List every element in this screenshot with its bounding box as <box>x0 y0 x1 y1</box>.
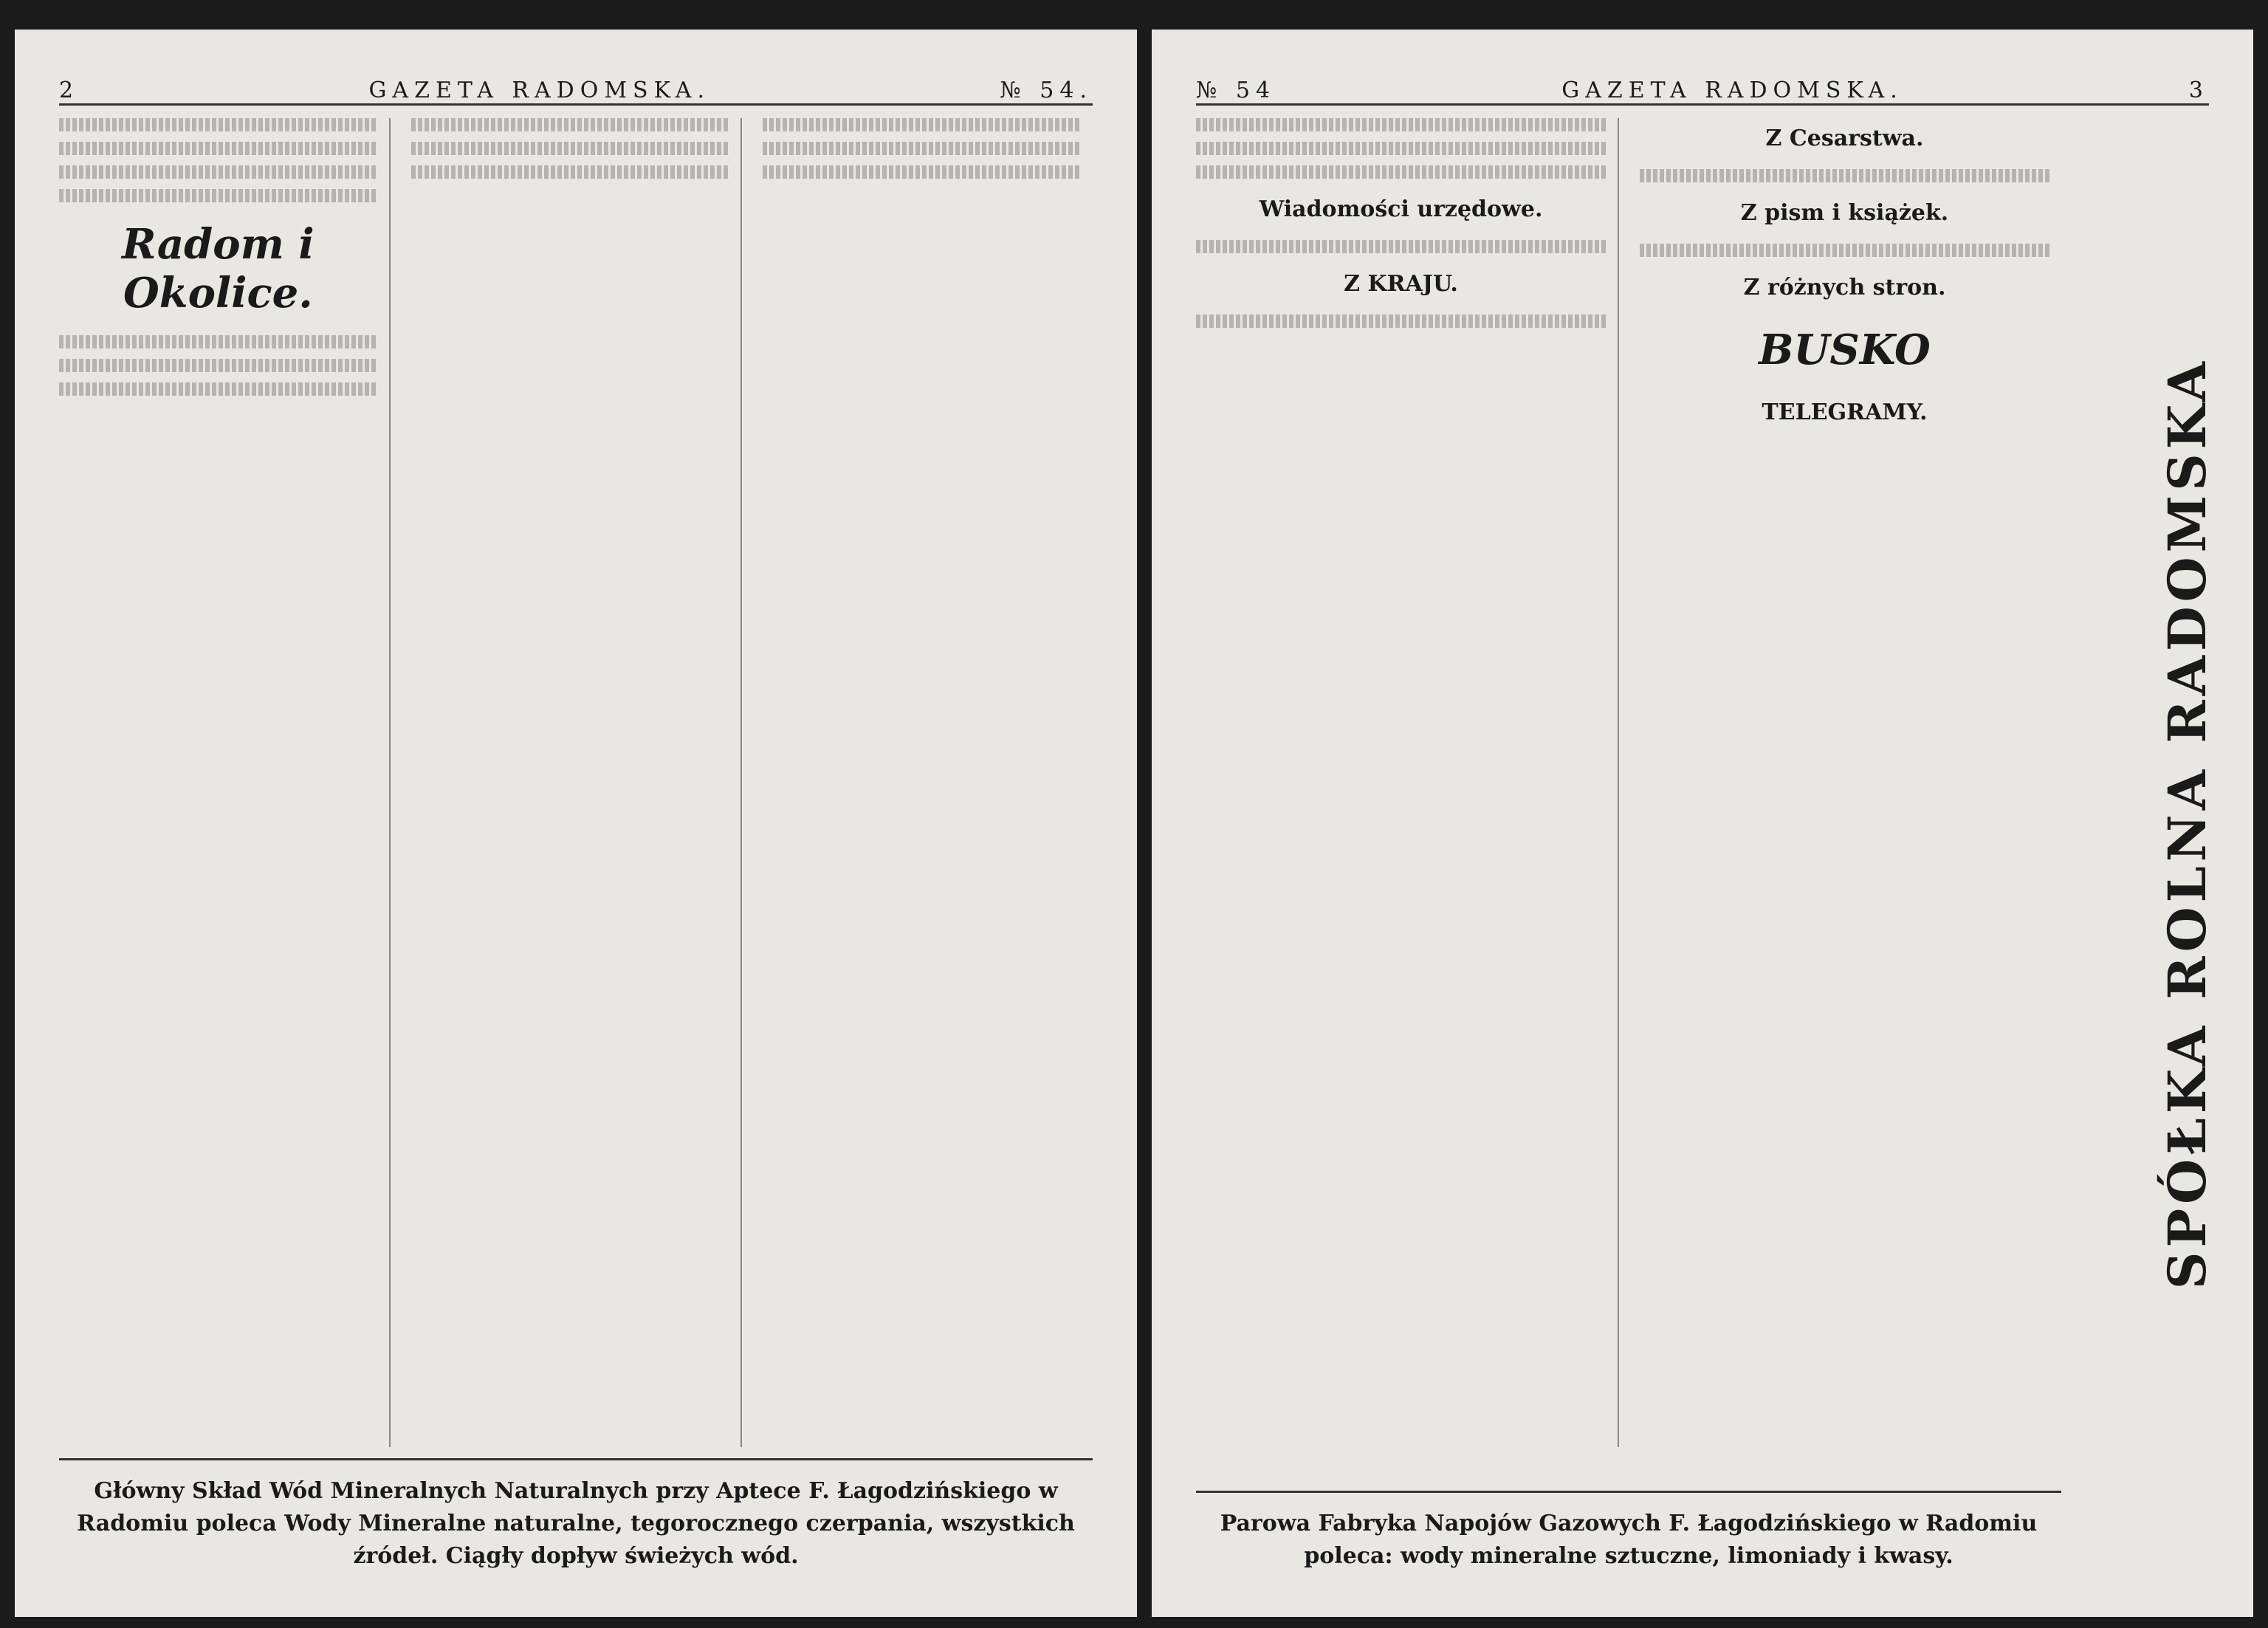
left-col-1 <box>59 118 391 1447</box>
section-telegramy: TELEGRAMY. <box>1762 399 1928 425</box>
right-col-2 <box>1640 118 2061 1447</box>
right-col-1 <box>1196 118 1619 1447</box>
side-ad-text: SPÓŁKA ROLNA RADOMSKA <box>2156 357 2218 1290</box>
left-footer-ad: Główny Skład Wód Mineralnych Naturalnych przy Aptece F. Łagodzińskiego w Radomiu poleca Wody Mineralne naturalne, tegorocznego czerpania, wszystkich źródeł. Ciągły dopływ świeżych wód. <box>59 1458 1093 1573</box>
side-ad <box>2120 30 2253 1617</box>
left-col-3 <box>763 118 1093 1447</box>
left-page-number: 2 <box>59 78 80 103</box>
section-z-pism: Z pism i książek. <box>1740 200 1949 226</box>
right-paper-title: GAZETA RADOMSKA. <box>1561 78 1903 103</box>
right-running-head <box>1196 59 2209 106</box>
section-z-kraju: Z KRAJU. <box>1344 271 1458 297</box>
right-issue: № 54 <box>1196 78 1276 103</box>
left-columns <box>59 118 1093 1447</box>
right-footer-ad: Parowa Fabryka Napojów Gazowych F. Łagodzińskiego w Radomiu poleca: wody mineralne sztuczne, limoniady i kwasy. <box>1196 1491 2061 1573</box>
left-paper-title: GAZETA RADOMSKA. <box>368 78 710 103</box>
left-issue: № 54. <box>1000 78 1093 103</box>
section-z-roznych: Z różnych stron. <box>1743 275 1946 300</box>
section-wiadomosci: Wiadomości urzędowe. <box>1259 196 1543 222</box>
left-running-head <box>59 59 1093 106</box>
section-radom-okolice: Radom i Okolice. <box>122 220 315 317</box>
left-col-2 <box>411 118 743 1447</box>
section-cesarstwo: Z Cesarstwa. <box>1765 126 1924 151</box>
right-columns <box>1196 118 2061 1447</box>
right-page-number: 3 <box>2188 78 2209 103</box>
right-page <box>1152 30 2253 1617</box>
left-page <box>15 30 1137 1617</box>
ad-busko: BUSKO <box>1759 326 1931 374</box>
